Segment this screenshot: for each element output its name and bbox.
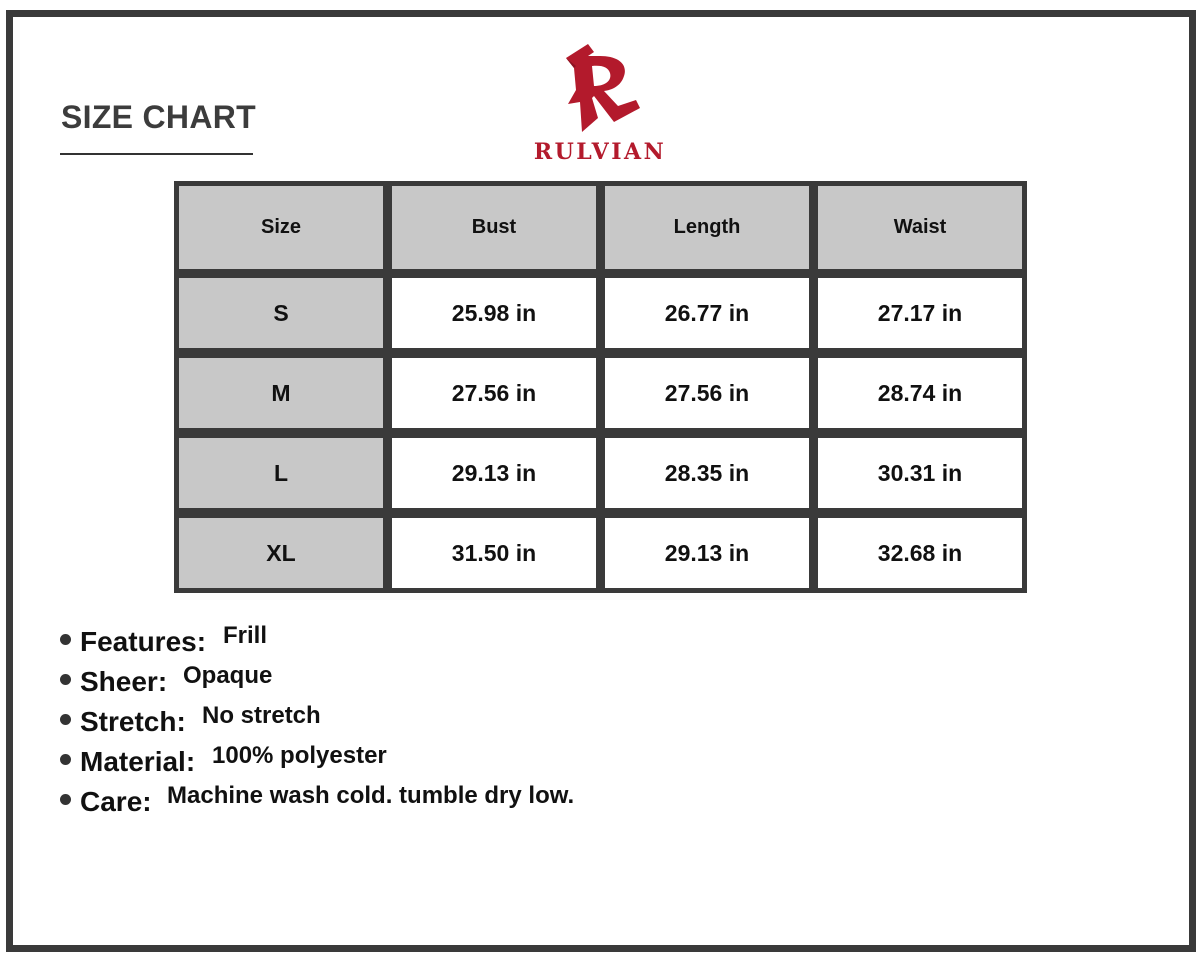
column-header-waist: Waist [818, 186, 1022, 269]
detail-value: Frill [223, 622, 268, 649]
bust-value-cell: 25.98 in [392, 278, 596, 348]
length-value-cell: 29.13 in [605, 518, 809, 588]
size-chart-table [174, 181, 1027, 593]
product-details-list [60, 622, 1060, 822]
detail-item [60, 782, 1060, 822]
size-label-cell: L [179, 438, 383, 508]
length-value-cell: 26.77 in [605, 278, 809, 348]
page-title: SIZE CHART [61, 99, 256, 135]
title-underline [60, 153, 253, 155]
detail-label: Features: [80, 626, 207, 657]
bullet-dot-icon [60, 674, 71, 685]
bust-value-cell: 27.56 in [392, 358, 596, 428]
detail-value: No stretch [202, 702, 321, 729]
detail-item [60, 742, 1060, 782]
brand-logo [520, 42, 680, 167]
size-label-cell: XL [179, 518, 383, 588]
bust-value-cell: 29.13 in [392, 438, 596, 508]
bullet-dot-icon [60, 754, 71, 765]
detail-label: Material: [80, 746, 196, 777]
brand-name: RULVIAN [533, 139, 667, 165]
detail-value: Opaque [183, 662, 273, 689]
bullet-dot-icon [60, 714, 71, 725]
waist-value-cell: 28.74 in [818, 358, 1022, 428]
size-label-cell: M [179, 358, 383, 428]
waist-value-cell: 30.31 in [818, 438, 1022, 508]
length-value-cell: 28.35 in [605, 438, 809, 508]
column-header-length: Length [605, 186, 809, 269]
column-header-bust: Bust [392, 186, 596, 269]
rulvian-r-logo-icon [558, 42, 642, 134]
detail-label: Stretch: [80, 706, 186, 737]
detail-value: 100% polyester [212, 742, 387, 769]
detail-label: Care: [80, 786, 152, 817]
detail-label: Sheer: [80, 666, 168, 697]
waist-value-cell: 32.68 in [818, 518, 1022, 588]
bust-value-cell: 31.50 in [392, 518, 596, 588]
detail-item [60, 622, 1060, 662]
detail-value: Machine wash cold. tumble dry low. [167, 782, 575, 809]
bullet-dot-icon [60, 794, 71, 805]
size-label-cell: S [179, 278, 383, 348]
column-header-size: Size [179, 186, 383, 269]
detail-item [60, 662, 1060, 702]
bullet-dot-icon [60, 634, 71, 645]
length-value-cell: 27.56 in [605, 358, 809, 428]
waist-value-cell: 27.17 in [818, 278, 1022, 348]
detail-item [60, 702, 1060, 742]
